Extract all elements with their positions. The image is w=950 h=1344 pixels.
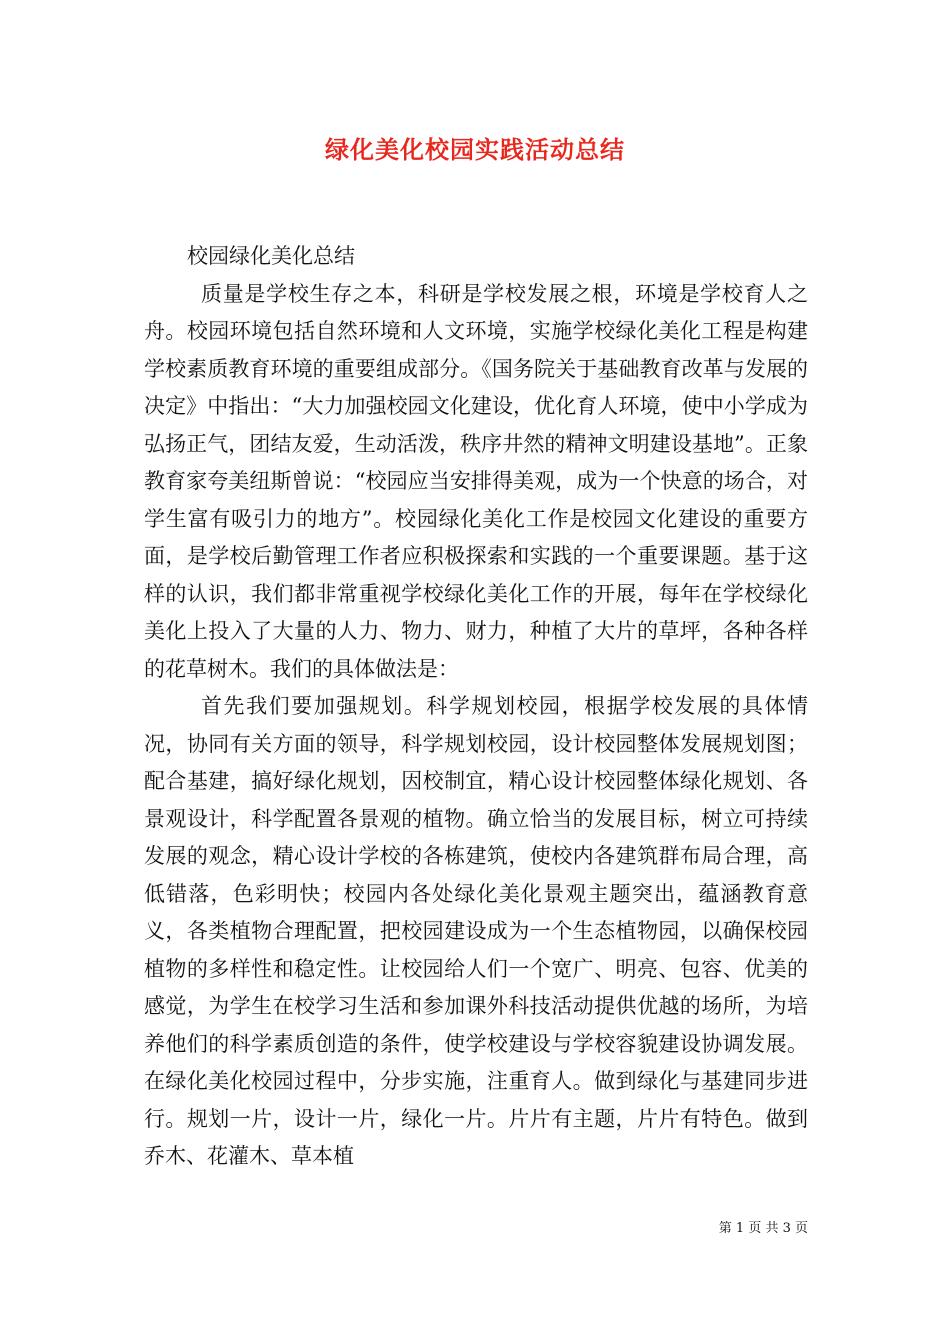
section-subtitle: 校园绿化美化总结 bbox=[187, 244, 355, 268]
body-paragraph: 质量是学校生存之本，科研是学校发展之根，环境是学校育人之舟。校园环境包括自然环境和人文环境，实施学校绿化美化工程是构建学校素质教育环境的重要组成部分。《国务院关于基础教育改革与发展的决定》中指出：“大力加强校园文化建设，优化育人环境，使中小学成为弘扬正气，团结友爱，生动活泼，秩序井然的精神文明建设基地”。正象教育家夸美纽斯曾说：“校园应当安排得美观，成为一个快意的场合，对学生富有吸引力的地方”。校园绿化美化工作是校园文化建设的重要方面，是学校后勤管理工作者应积极探索和实践的一个重要课题。基于这样的认识，我们都非常重视学校绿化美化工作的开展，每年在学校绿化美化上投入了大量的人力、物力、财力，种植了大片的草坪，各种各样的花草树木。我们的具体做法是： bbox=[144, 281, 808, 681]
page-indicator: 第 1 页 共 3 页 bbox=[718, 1221, 808, 1236]
document-title: 绿化美化校园实践活动总结 bbox=[325, 135, 625, 164]
body-paragraph: 首先我们要加强规划。科学规划校园，根据学校发展的具体情况，协同有关方面的领导，科学规划校园，设计校园整体发展规划图；配合基建，搞好绿化规划，因校制宜，精心设计校园整体绿化规划、各景观设计，科学配置各景观的植物。确立恰当的发展目标，树立可持续发展的观念，精心设计学校的各栋建筑，使校内各建筑群布局合理，高低错落，色彩明快；校园内各处绿化美化景观主题突出，蕴涵教育意义，各类植物合理配置，把校园建设成为一个生态植物园，以确保校园植物的多样性和稳定性。让校园给人们一个宽广、明亮、包容、优美的感觉，为学生在校学习生活和参加课外科技活动提供优越的场所，为培养他们的科学素质创造的条件，使学校建设与学校容貌建设协调发展。在绿化美化校园过程中，分步实施，注重育人。做到绿化与基建同步进行。规划一片，设计一片，绿化一片。片片有主题，片片有特色。做到乔木、花灌木、草本植 bbox=[144, 694, 808, 1168]
document-body bbox=[144, 238, 808, 1176]
